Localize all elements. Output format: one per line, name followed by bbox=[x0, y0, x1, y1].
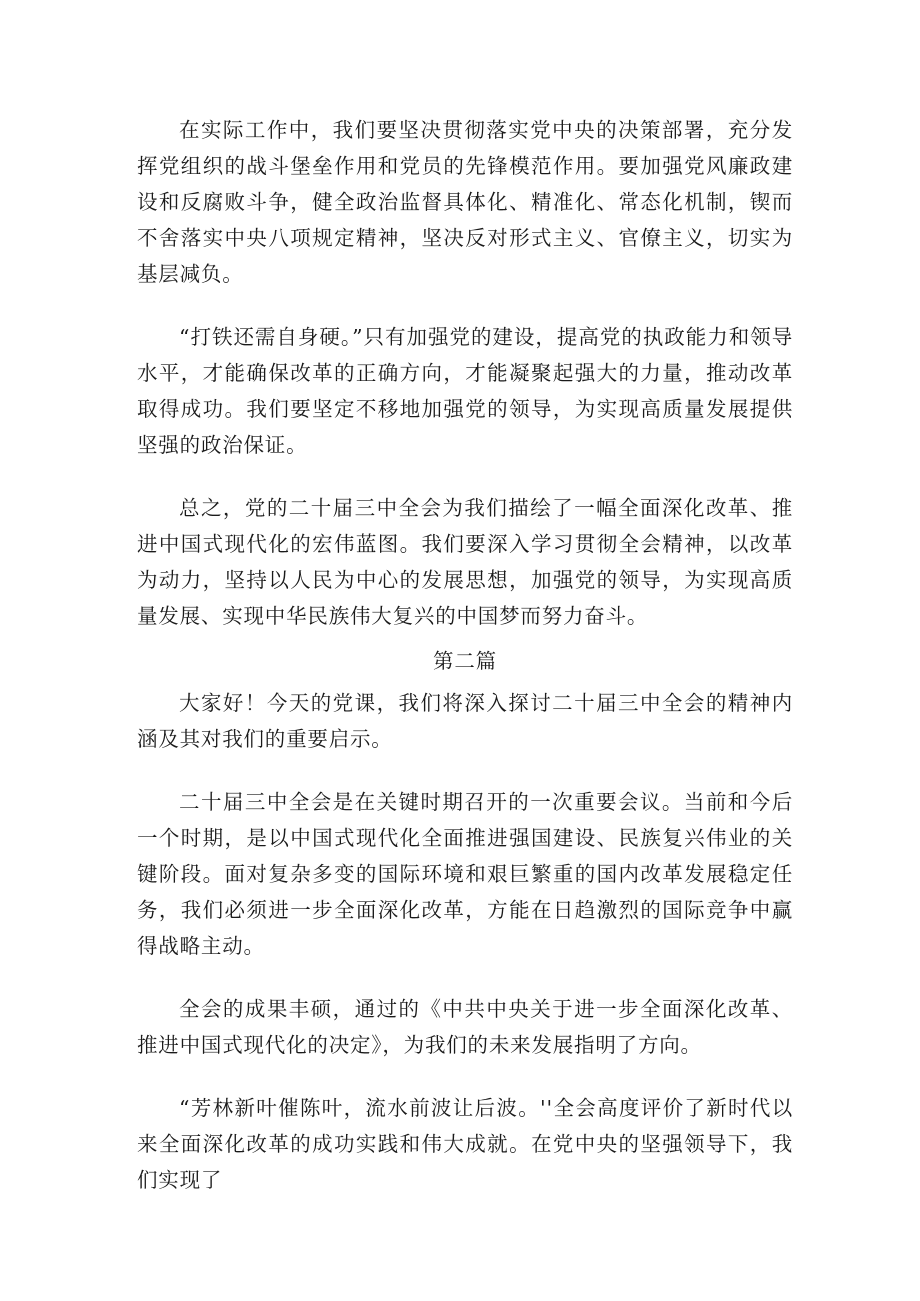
paragraph-achievements: 全会的成果丰硕，通过的《中共中央关于进一步全面深化改革、推进中国式现代化的决定》，为我们的未来发展指明了方向。 bbox=[137, 997, 793, 1057]
paragraph-key-meeting: 二十届三中全会是在关键时期召开的一次重要会议。当前和今后一个时期，是以中国式现代化全面推进强国建设、民族复兴伟业的关键阶段。面对复杂多变的国际环境和艰巨繁重的国内改革发展稳定任务，我们必须进一步全面深化改革，方能在日趋激烈的国际竞争中赢得战略主动。 bbox=[137, 790, 793, 958]
document-body bbox=[137, 112, 793, 1225]
paragraph-conclusion: 总之，党的二十届三中全会为我们描绘了一幅全面深化改革、推进中国式现代化的宏伟蓝图。我们要深入学习贯彻全会精神，以改革为动力，坚持以人民为中心的发展思想，加强党的领导，为实现高质量发展、实现中华民族伟大复兴的中国梦而努力奋斗。 bbox=[137, 496, 793, 628]
paragraph-party-building: “打铁还需自身硬。”只有加强党的建设，提高党的执政能力和领导水平，才能确保改革的正确方向，才能凝聚起强大的力量，推动改革取得成功。我们要坚定不移地加强党的领导，为实现高质量发展提供坚强的政治保证。 bbox=[137, 325, 793, 457]
section-heading: 第二篇 bbox=[433, 649, 497, 673]
paragraph-greeting: 大家好！今天的党课，我们将深入探讨二十届三中全会的精神内涵及其对我们的重要启示。 bbox=[137, 691, 793, 751]
paragraph-practical-work: 在实际工作中，我们要坚决贯彻落实党中央的决策部署，充分发挥党组织的战斗堡垒作用和党员的先锋模范作用。要加强党风廉政建设和反腐败斗争，健全政治监督具体化、精准化、常态化机制，锲而不舍落实中央八项规定精神，坚决反对形式主义、官僚主义，切实为基层减负。 bbox=[137, 118, 793, 286]
paragraph-quote: “芳林新叶催陈叶，流水前波让后波。''全会高度评价了新时代以来全面深化改革的成功实践和伟大成就。在党中央的坚强领导下，我们实现了 bbox=[137, 1096, 793, 1192]
